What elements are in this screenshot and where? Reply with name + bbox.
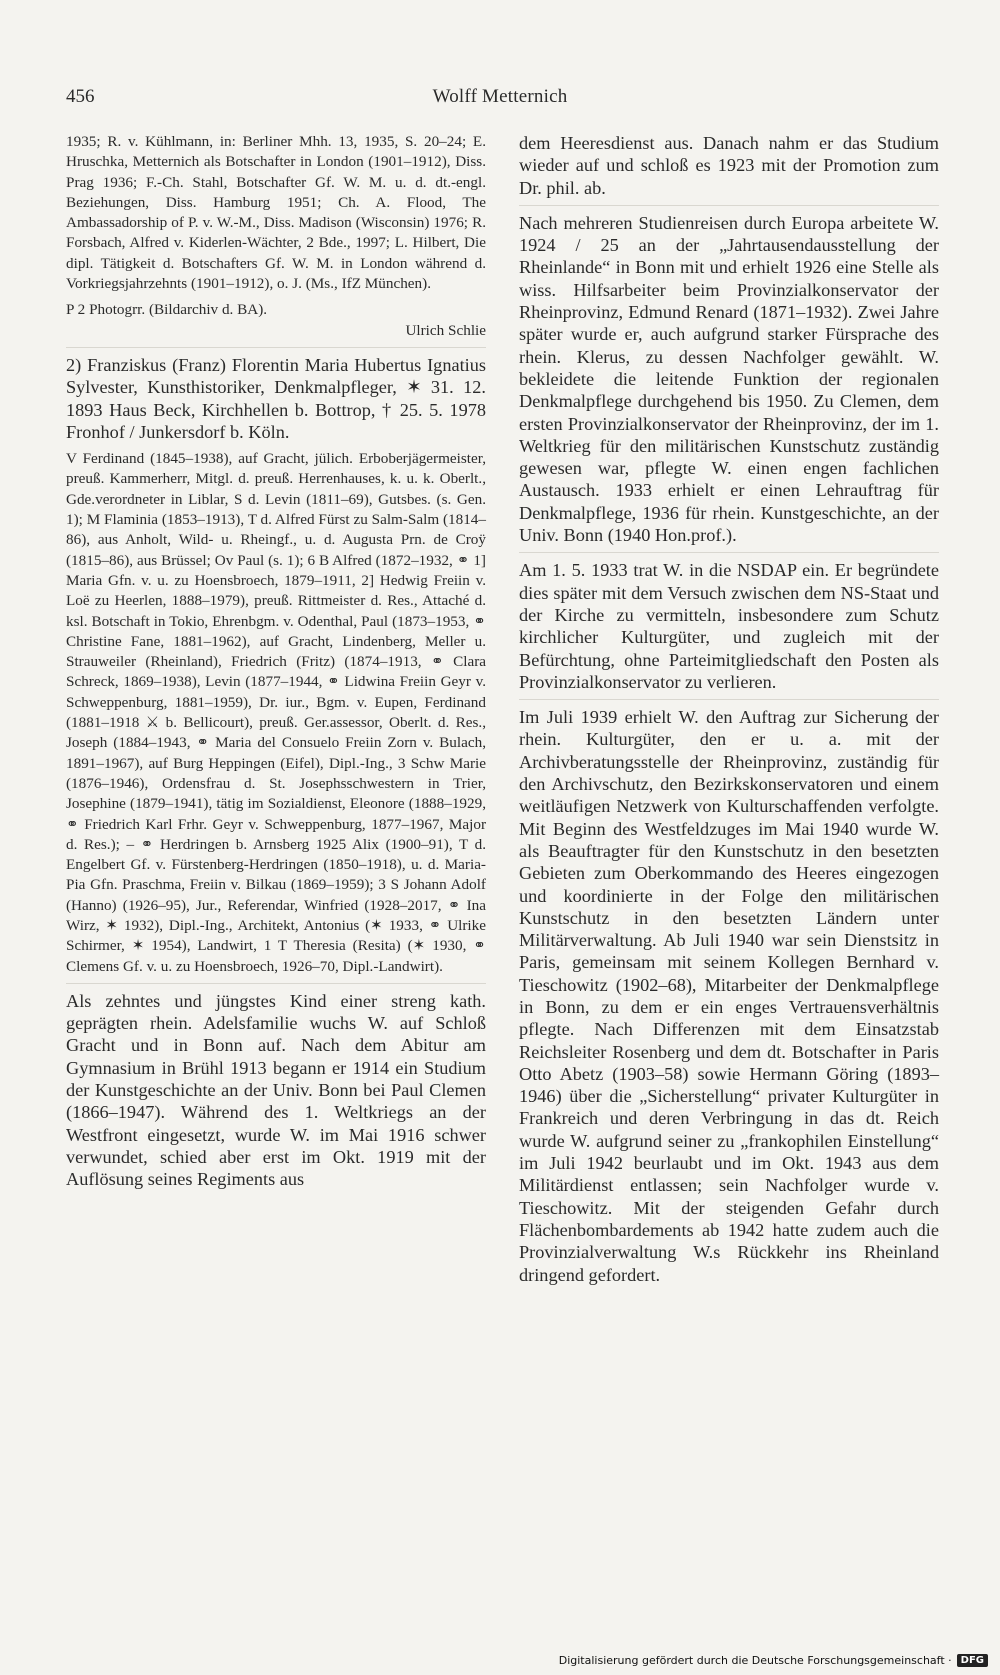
dfg-logo-icon: DFG	[957, 1654, 988, 1667]
section-divider	[519, 205, 939, 206]
section-divider	[66, 983, 486, 984]
bibliography-text: 1935; R. v. Kühlmann, in: Berliner Mhh. 13, 1935, S. 20–24; E. Hruschka, Metternich als Botschafter in London (1901–1912), Diss. Prag 1936; F.-Ch. Stahl, Botschafter Gf. W. M. u. d. dt.-engl. Beziehungen, Diss. Hamburg 1951; Ch. A. Flood, The Ambassadorship of P. v. W.-M., Diss. Madison (Wisconsin) 1976; R. Forsbach, Alfred v. Kiderlen-Wächter, 2 Bde., 1997; L. Hilbert, Die dipl. Tätigkeit d. Botschafters Gf. W. M. in London während d. Vorkriegsjahrzehnts (1901–1912), o. J. (Ms., IfZ München).	[66, 133, 486, 293]
genealogy-text: V Ferdinand (1845–1938), auf Gracht, jülich. Erboberjägermeister, preuß. Kammerherr, Mitgl. d. preuß. Herrenhauses, k. u. k. Oberlt., Gde.verordneter in Liblar, S d. Levin (1811–69), Gutsbes. (s. Gen. 1); M Flaminia (1853–1913), T d. Alfred Fürst zu Salm-Salm (1814–86), aus Anholt, Wild- u. Rheingf., u. d. Augusta Prn. de Croÿ (1815–86), aus Brüssel; Ov Paul (s. 1); 6 B Alfred (1872–1932, ⚭ 1] Maria Gfn. v. u. zu Hoensbroech, 1879–1911, 2] Hedwig Freiin v. Loë zu Heerlen, 1888–1979), preuß. Rittmeister d. Res., Attaché d. ksl. Botschaft in Tokio, Ehrenbgm. v. Odenthal, Paul (1873–1953, ⚭ Christine Fane, 1881–1962), auf Gracht, Lindenberg, Meller u. Strauweiler (Rheinland), Friedrich (Fritz) (1874–1913, ⚭ Clara Schreck, 1869–1938), Levin (1877–1944, ⚭ Lidwina Freiin Geyr v. Schweppenburg, 1881–1959), Dr. iur., Bgm. v. Eupen, Ferdinand (1881–1918 ⚔ b. Bellicourt), preuß. Ger.assessor, Oberlt. d. Res., Joseph (1884–1943, ⚭ Maria del Consuelo Freiin Zorn v. Bulach, 1891–1967), auf Burg Heppingen (Eifel), Dipl.-Ing., 3 Schw Marie (1876–1946), Ordensfrau d. St. Josephsschwestern in Trier, Josephine (1879–1941), tätig im Sozialdienst, Eleonore (1888–1929, ⚭ Friedrich Karl Frhr. Geyr v. Schweppenburg, 1877–1967, Major d. Res.); – ⚭ Herdringen b. Arnsberg 1925 Alix (1900–91), T d. Engelbert Gf. v. Fürstenberg-Herdringen (1850–1918), u. d. Maria-Pia Gfn. Praschma, Freiin v. Bilkau (1869–1959); 3 S Johann Adolf (Hanno) (1926–95), Jur., Referendar, Winfried (1928–2017, ⚭ Ina Wirz, ✶ 1932), Dipl.-Ing., Architekt, Antonius (✶ 1933, ⚭ Ulrike Schirmer, ✶ 1954), Landwirt, 1 T Theresia (Resita) (✶ 1930, ⚭ Clemens Gf. v. u. zu Hoensbroech, 1926–70, Dipl.-Landwirt).	[66, 450, 486, 975]
body-paragraph: Nach mehreren Studienreisen durch Europa arbeitete W. 1924 / 25 an der „Jahrtausendausstellung der Rheinlande“ in Bonn mit und erhielt 1926 eine Stelle als wiss. Hilfsarbeiter beim Provinzialkonservator der Rheinprovinz, Edmund Renard (1871–1932). Zwei Jahre später wurde er, auch aufgrund starker Fürsprache des rhein. Klerus, zu dessen Nachfolger gewählt. W. bekleidete die leitende Funktion der regionalen Denkmalpflege durchgehend bis 1950. Zu Clemen, dem ersten Provinzialkonservator der Rheinprovinz, der im 1. Weltkrieg für den militärischen Kunstschutz zuständig gewesen war, pflegte W. einen engen fachlichen Austausch. 1933 erhielt er einen Lehrauftrag für Denkmalpflege, 1936 für rhein. Kunstgeschichte, an der Univ. Bonn (1940 Hon.prof.).	[519, 212, 939, 546]
body-paragraph: Am 1. 5. 1933 trat W. in die NSDAP ein. Er begründete dies später mit dem Versuch zwischen dem NS-Staat und der Kirche zu vermitteln, insbesondere zum Schutz kirchlicher Kulturgüter, und zugleich mit der Befürchtung, ohne Parteimitgliedschaft den Posten als Provinzialkonservator zu verlieren.	[519, 560, 939, 692]
section-divider	[66, 347, 486, 348]
body-paragraph: dem Heeresdienst aus. Danach nahm er das Studium wieder auf und schloß es 1923 mit der Promotion zum Dr. phil. ab.	[519, 133, 939, 198]
body-paragraph: Im Juli 1939 erhielt W. den Auftrag zur Sicherung der rhein. Kulturgüter, den er u. a. mit der Archivberatungsstelle der Rheinprovinz, zuständig für den Archivschutz, den Bezirkskonservatoren und einem weitläufigen Netzwerk von Kulturschaffenden verfolgte. Mit Beginn des Westfeldzuges im Mai 1940 wurde W. als Beauftragter für den Kunstschutz in den besetzten Gebieten zum Oberkommando des Heeres eingezogen und koordinierte in der Folge den militärischen Kunstschutz in den besetzten Ländern unter Militärverwaltung. Ab Juli 1940 war sein Dienstsitz in Paris, gemeinsam mit seinem Kollegen Bernhard v. Tieschowitz (1902–68), Mitarbeiter der Denkmalpflege in Bonn, zu dem er ein enges Vertrauensverhältnis pflegte. Nach Differenzen mit dem Einsatzstab Reichsleiter Rosenberg und dem dt. Botschafter in Paris Otto Abetz (1903–58) sowie Hermann Göring (1893–1946) über die „Sicherstellung“ privater Kulturgüter in Frankreich und deren Verbringung in das dt. Reich wurde W. aufgrund seiner zu „frankophilen Einstellung“ im Juli 1942 beurlaubt und im Okt. 1943 aus dem Militärdienst entlassen; sein Nachfolger wurde v. Tieschowitz. Mit der steigenden Gefahr durch Flächenbombardements ab 1942 hatte zudem auch die Provinzialverwaltung W.s Rückkehr ins Rheinland dringend gefordert.	[519, 707, 939, 1285]
right-column	[519, 132, 939, 1286]
author-signature: Ulrich Schlie	[405, 321, 486, 339]
running-head: Wolff Metternich	[432, 86, 568, 107]
body-paragraph: Als zehntes und jüngstes Kind einer streng kath. geprägten rhein. Adelsfamilie wuchs W. auf Schloß Gracht und in Bonn auf. Nach dem Abitur am Gymnasium in Brühl 1913 begann er 1914 ein Studium der Kunstgeschichte an der Univ. Bonn bei Paul Clemen (1866–1947). Während des 1. Weltkriegs an der Westfront eingesetzt, wurde W. im Mai 1916 schwer verwundet, schied aber erst im Okt. 1919 mit der Auflösung seines Regiments aus	[66, 990, 486, 1190]
footer-text: Digitalisierung gefördert durch die Deutsche Forschungsgemeinschaft ·	[558, 1654, 952, 1667]
photo-note: P 2 Photogrr. (Bildarchiv d. BA).	[66, 301, 268, 319]
entry-heading: 2) Franziskus (Franz) Florentin Maria Hubertus Ignatius Sylvester, Kunsthistoriker, Denkmalpfleger, ✶ 31. 12. 1893 Haus Beck, Kirchhellen b. Bottrop, † 25. 5. 1978 Fronhof / Junkersdorf b. Köln.	[66, 354, 486, 442]
digitization-footer	[559, 1654, 988, 1667]
page-number: 456	[66, 86, 95, 107]
section-divider	[519, 552, 939, 553]
left-column	[66, 132, 486, 1191]
page-header	[66, 86, 934, 116]
section-divider	[519, 699, 939, 700]
